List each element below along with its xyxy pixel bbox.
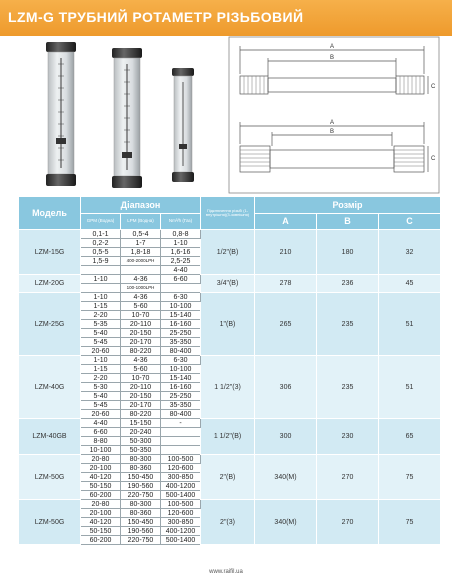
range-nm3h-cell: 0,8-8 [161,230,201,239]
range-gpm-cell: 20-80 [81,500,121,509]
size-a-cell: 306 [255,356,317,419]
range-nm3h-cell: 80-400 [161,410,201,419]
range-nm3h-cell [161,446,201,455]
range-lpm-cell: 4-36 [121,275,161,284]
model-cell: LZM-15G [19,230,81,275]
size-c-cell: 65 [379,419,441,455]
range-nm3h-cell: 10-100 [161,365,201,374]
size-a-cell: 340(M) [255,455,317,500]
range-nm3h-cell: 400-1200 [161,527,201,536]
model-cell: LZM-50G [19,455,81,500]
range-gpm-cell: 0,2-2 [81,239,121,248]
range-lpm-cell: 150-450 [121,518,161,527]
range-nm3h-cell: 1-10 [161,239,201,248]
size-c-cell: 45 [379,275,441,293]
dim-label-b-2: B [330,129,335,135]
range-lpm-cell: 20-150 [121,392,161,401]
range-nm3h-cell: 400-1200 [161,482,201,491]
range-lpm-cell: 20-150 [121,329,161,338]
range-nm3h-cell: 80-400 [161,347,201,356]
range-gpm-cell: 20-80 [81,455,121,464]
range-gpm-cell: 20-100 [81,464,121,473]
range-nm3h-cell: 120-600 [161,464,201,473]
range-gpm-cell: 2-20 [81,311,121,320]
table-row [19,275,441,284]
size-b-cell: 235 [317,356,379,419]
size-a-cell: 300 [255,419,317,455]
range-lpm-cell: 20-110 [121,320,161,329]
range-lpm-cell: 400-2000LPH [121,257,161,266]
range-lpm-cell: 80-360 [121,464,161,473]
range-nm3h-cell: 500-1400 [161,536,201,545]
range-lpm-cell: 0,5-4 [121,230,161,239]
connection-cell: 1 1/2"(3) [201,356,255,419]
range-gpm-cell: 1-10 [81,293,121,302]
dim-label-a-2: A [330,120,335,126]
table-row [19,455,441,464]
size-a-cell: 340(M) [255,500,317,545]
range-lpm-cell: 20-170 [121,338,161,347]
size-c-cell: 75 [379,500,441,545]
range-nm3h-cell: 500-1400 [161,491,201,500]
range-lpm-cell: 50-350 [121,446,161,455]
header-nm3h: Nm³/h (Газ) [161,214,201,230]
range-lpm-cell: 4-36 [121,356,161,365]
product-photo [12,40,220,192]
range-gpm-cell: 5-45 [81,401,121,410]
range-nm3h-cell: 15-140 [161,311,201,320]
header-a: A [255,214,317,230]
range-lpm-cell: 20-170 [121,401,161,410]
range-lpm-cell: 80-220 [121,410,161,419]
range-nm3h-cell: 35-350 [161,338,201,347]
range-gpm-cell: 5-40 [81,329,121,338]
size-c-cell: 51 [379,293,441,356]
rotameter-medium [112,48,142,188]
range-lpm-cell: 50-300 [121,437,161,446]
size-c-cell: 75 [379,455,441,500]
range-nm3h-cell: 6-30 [161,293,201,302]
range-lpm-cell: 4-36 [121,293,161,302]
range-lpm-cell: 80-360 [121,509,161,518]
connection-cell: 1"(B) [201,293,255,356]
range-lpm-cell: 5-60 [121,302,161,311]
size-b-cell: 236 [317,275,379,293]
size-b-cell: 230 [317,419,379,455]
range-gpm-cell: 5-30 [81,383,121,392]
range-nm3h-cell [161,437,201,446]
model-cell: LZM-20G [19,275,81,293]
dim-label-c: C [431,84,436,90]
range-gpm-cell: 20-60 [81,410,121,419]
connection-cell: 2"(B) [201,455,255,500]
range-nm3h-cell: 2,5-25 [161,257,201,266]
range-nm3h-cell: 1,6-16 [161,248,201,257]
range-nm3h-cell [161,428,201,437]
range-nm3h-cell: 10-100 [161,302,201,311]
model-cell: LZM-50G [19,500,81,545]
range-nm3h-cell: 300-850 [161,473,201,482]
rotameter-small [172,68,194,182]
table-row [19,293,441,302]
range-nm3h-cell: 6-30 [161,356,201,365]
range-gpm-cell: 5-35 [81,320,121,329]
range-lpm-cell: 220-750 [121,491,161,500]
range-gpm-cell: 0,1-1 [81,230,121,239]
range-gpm-cell: 20-100 [81,509,121,518]
range-lpm-cell: 1,8-18 [121,248,161,257]
range-lpm-cell: 10-70 [121,374,161,383]
range-gpm-cell: 0,5-5 [81,248,121,257]
header-c: C [379,214,441,230]
spec-table [18,196,441,545]
header-gpm: GPM (Водна) [81,214,121,230]
range-gpm-cell: 6-60 [81,428,121,437]
range-lpm-cell: 190-560 [121,527,161,536]
size-b-cell: 270 [317,455,379,500]
table-row [19,419,441,428]
header-range: Діапазон [81,197,201,214]
range-gpm-cell: 4-40 [81,419,121,428]
range-lpm-cell: 10-70 [121,311,161,320]
connection-cell: 1 1/2"(B) [201,419,255,455]
model-cell: LZM-40G [19,356,81,419]
dim-label-a: A [330,44,335,50]
model-cell: LZM-25G [19,293,81,356]
page-title: LZM-G ТРУБНИЙ РОТАМЕТР РІЗЬБОВИЙ [8,9,304,25]
range-gpm-cell: 60-200 [81,536,121,545]
range-gpm-cell: 1-15 [81,302,121,311]
range-nm3h-cell [161,284,201,293]
header-lpm: LPM (Водна) [121,214,161,230]
size-b-cell: 270 [317,500,379,545]
range-lpm-cell: 80-220 [121,347,161,356]
range-lpm-cell: 5-60 [121,365,161,374]
dim-label-b: B [330,55,335,61]
range-nm3h-cell: 16-160 [161,320,201,329]
dim-label-c-2: C [431,156,436,162]
range-lpm-cell: 80-300 [121,500,161,509]
rotameter-large [46,42,76,186]
size-a-cell: 210 [255,230,317,275]
range-nm3h-cell: 4-40 [161,266,201,275]
range-gpm-cell: 40-120 [81,518,121,527]
connection-cell: 3/4"(B) [201,275,255,293]
model-cell: LZM-40GB [19,419,81,455]
dimension-diagram [228,36,440,194]
range-nm3h-cell: - [161,419,201,428]
range-lpm-cell [121,266,161,275]
range-gpm-cell: 2-20 [81,374,121,383]
range-nm3h-cell: 100-500 [161,500,201,509]
header-connection: Підключення різьбі (1-внутрішня)(3-зовнішня) [201,197,255,230]
range-lpm-cell: 20-110 [121,383,161,392]
range-gpm-cell: 8-80 [81,437,121,446]
size-c-cell: 51 [379,356,441,419]
range-gpm-cell: 50-150 [81,482,121,491]
range-gpm-cell: 5-45 [81,338,121,347]
header-size: Розмір [255,197,441,214]
range-lpm-cell: 150-450 [121,473,161,482]
footer-url: www.raifil.ua [209,569,243,575]
range-nm3h-cell: 16-160 [161,383,201,392]
range-gpm-cell: 10-100 [81,446,121,455]
table-row [19,230,441,239]
range-gpm-cell: 1-15 [81,365,121,374]
size-a-cell: 278 [255,275,317,293]
range-nm3h-cell: 15-140 [161,374,201,383]
range-nm3h-cell: 25-250 [161,329,201,338]
range-nm3h-cell: 120-600 [161,509,201,518]
size-b-cell: 235 [317,293,379,356]
range-gpm-cell: 20-60 [81,347,121,356]
range-lpm-cell: 15-150 [121,419,161,428]
connection-cell: 2"(3) [201,500,255,545]
range-gpm-cell: 60-200 [81,491,121,500]
range-lpm-cell: 20-240 [121,428,161,437]
table-row [19,356,441,365]
range-lpm-cell: 220-750 [121,536,161,545]
range-nm3h-cell: 25-250 [161,392,201,401]
range-nm3h-cell: 35-350 [161,401,201,410]
title-bar [0,0,452,36]
range-lpm-cell: 80-300 [121,455,161,464]
range-nm3h-cell: 100-500 [161,455,201,464]
range-gpm-cell: 50-150 [81,527,121,536]
range-nm3h-cell: 300-850 [161,518,201,527]
range-gpm-cell [81,266,121,275]
header-b: B [317,214,379,230]
range-gpm-cell: 1,5-9 [81,257,121,266]
table-row [19,500,441,509]
range-gpm-cell: 40-120 [81,473,121,482]
connection-cell: 1/2"(B) [201,230,255,275]
range-nm3h-cell: 6-60 [161,275,201,284]
range-lpm-cell: 1-7 [121,239,161,248]
range-gpm-cell: 5-40 [81,392,121,401]
size-a-cell: 265 [255,293,317,356]
range-gpm-cell: 1-10 [81,356,121,365]
range-gpm-cell: 1-10 [81,275,121,284]
size-c-cell: 32 [379,230,441,275]
size-b-cell: 180 [317,230,379,275]
range-lpm-cell: 190-560 [121,482,161,491]
range-lpm-cell: 100-1000LPH [121,284,161,293]
range-gpm-cell [81,284,121,293]
header-model: Модель [19,197,81,230]
